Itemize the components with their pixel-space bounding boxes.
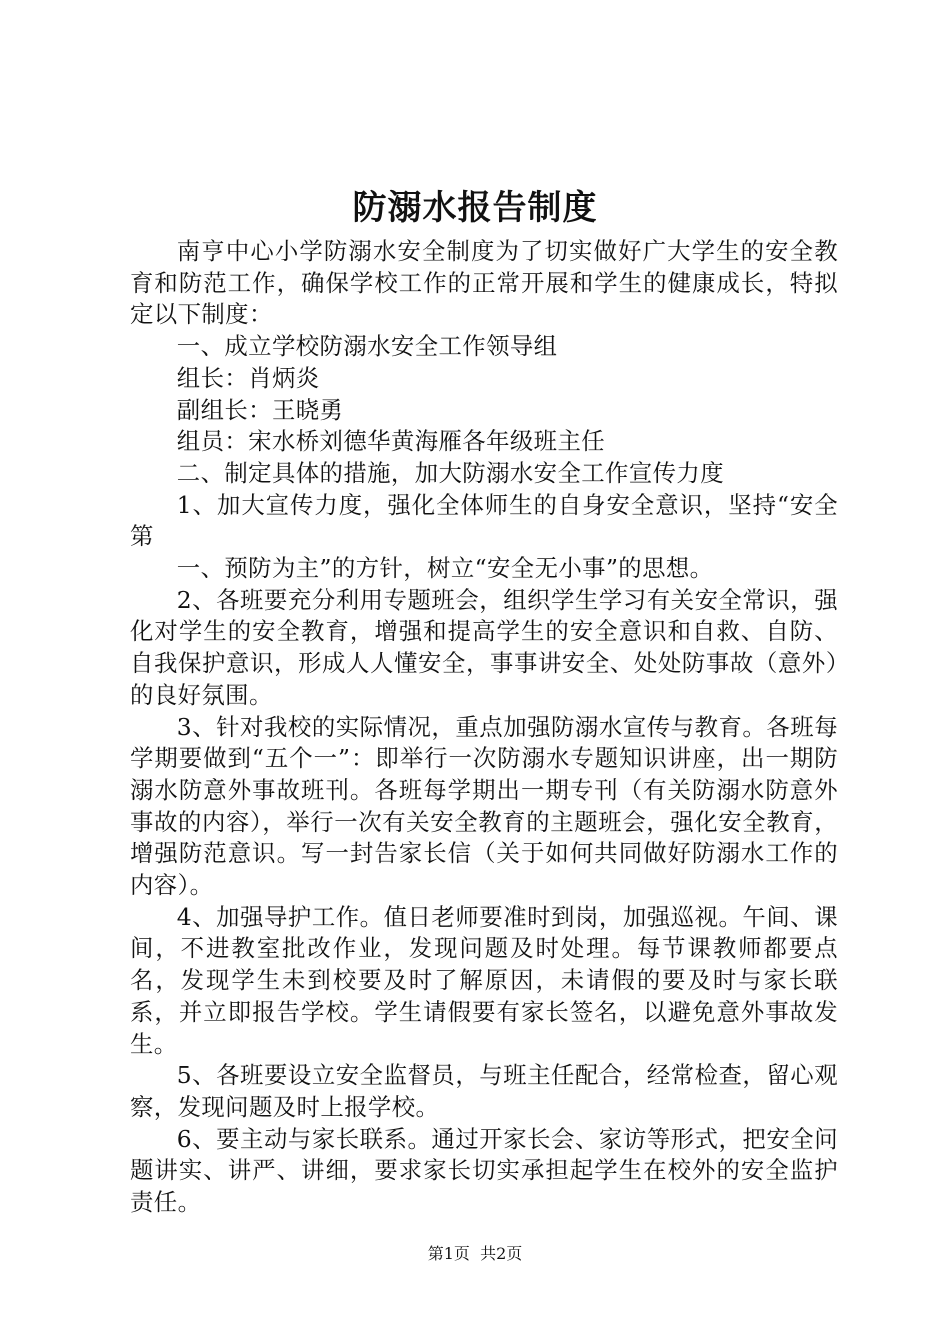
paragraph-item-3: 3、针对我校的实际情况，重点加强防溺水宣传与教育。各班每学期要做到“五个一”：即举行一次防溺水专题知识讲座，出一期防溺水防意外事故班刊。各班每学期出一期专刊（有关防溺水防意外事故的内容），举行一次有关安全教育的主题班会，强化安全教育，增强防范意识。写一封告家长信（关于如何共同做好防溺水工作的内容）。 — [130, 712, 838, 900]
paragraph-item-6: 6、要主动与家长联系。通过开家长会、家访等形式，把安全问题讲实、讲严、讲细，要求家长切实承担起学生在校外的安全监护责任。 — [130, 1124, 838, 1217]
paragraph-members: 组员：宋水桥刘德华黄海雁各年级班主任 — [176, 427, 606, 456]
page-number: 第1页 — [427, 1244, 470, 1263]
paragraph-deputy-leader: 副组长：王晓勇 — [176, 395, 344, 424]
paragraph-section-2: 二、制定具体的措施，加大防溺水安全工作宣传力度 — [176, 458, 724, 487]
paragraph-section-1: 一、成立学校防溺水安全工作领导组 — [176, 332, 558, 361]
page-total: 共2页 — [480, 1244, 523, 1263]
document-body — [130, 236, 838, 1219]
paragraph-item-5: 5、各班要设立安全监督员，与班主任配合，经常检查，留心观察，发现问题及时上报学校。 — [130, 1061, 838, 1121]
document-title: 防溺水报告制度 — [352, 188, 598, 228]
paragraph-item-1b: 一、预防为主”的方针，树立“安全无小事”的思想。 — [176, 554, 714, 583]
paragraph-item-4: 4、加强导护工作。值日老师要准时到岗，加强巡视。午间、课间，不进教室批改作业，发现问题及时处理。每节课教师都要点名，发现学生未到校要及时了解原因，未请假的要及时与家长联系，并立即报告学校。学生请假要有家长签名，以避免意外事故发生。 — [130, 902, 838, 1058]
paragraph-item-1a: 1、加大宣传力度，强化全体师生的自身安全意识，坚持“安全第 — [130, 490, 838, 551]
page-footer — [0, 1242, 950, 1266]
paragraph-leader: 组长：肖炳炎 — [176, 363, 320, 392]
paragraph-intro: 南亨中心小学防溺水安全制度为了切实做好广大学生的安全教育和防范工作，确保学校工作的正常开展和学生的健康成长，特拟定以下制度： — [130, 237, 838, 329]
paragraph-item-2: 2、各班要充分利用专题班会，组织学生学习有关安全常识，强化对学生的安全教育，增强和提高学生的安全意识和自救、自防、自我保护意识，形成人人懂安全，事事讲安全、处处防事故（意外）的良好氛围。 — [130, 585, 838, 709]
